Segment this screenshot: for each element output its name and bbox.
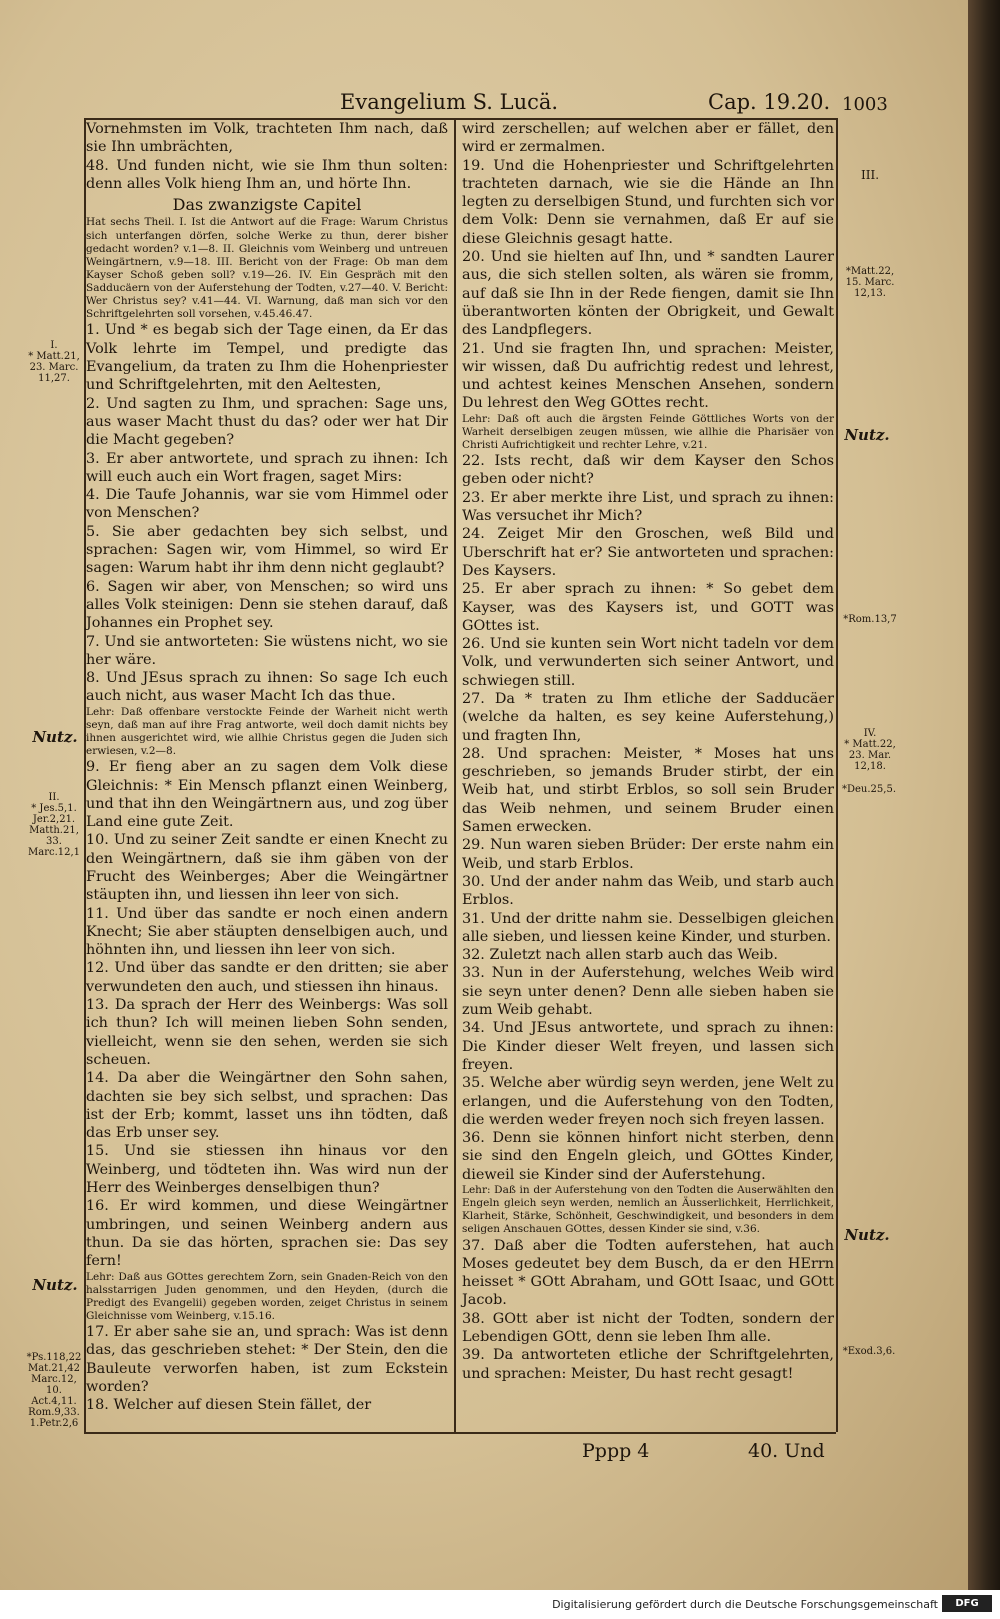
margin-note-matt21: I. * Matt.21, 23. Marc. 11,27.: [28, 340, 80, 384]
margin-note-rom13: *Rom.13,7: [843, 614, 897, 625]
verse-paragraph: 37. Daß aber die Todten auferstehen, hat auch Moses gedeutet bey dem Busch, da er den HErrn heisset * GOtt Abraham, und GOtt Isaac, und GOtt Jacob.: [462, 1237, 834, 1309]
header-chapter: Cap. 19.20.: [708, 90, 831, 114]
verse-paragraph: 35. Welche aber würdig seyn werden, jene Welt zu erlangen, und die Auferstehung von den Todten, die werden weder freyen noch sich freyen lassen.: [462, 1075, 834, 1128]
verse-paragraph: 12. Und über das sandte er den dritten; sie aber verwundeten den auch, und stiessen ihn hinaus.: [86, 960, 448, 995]
lehr-note: Lehr: Daß aus GOttes gerechtem Zorn, sein Gnaden-Reich von den halsstarrigen Juden genommen, und den Heyden, (durch die Predigt des Evangelii) gegeben worden, zeiget Christus in seinem Gleichnisse vom Weinberg, v.15.16.: [86, 1270, 448, 1322]
verse-paragraph: 16. Er wird kommen, und diese Weingärtner umbringen, und seinen Weinberg andern aus thun. Da sie das hörten, sprachen sie: Das sey fern!: [86, 1198, 448, 1270]
verse-paragraph: 25. Er aber sprach zu ihnen: * So gebet dem Kayser, was des Kaysers ist, und GOTT was GOttes ist.: [462, 581, 834, 634]
verse-paragraph: 15. Und sie stiessen ihn hinaus vor den Weinberg, und tödteten ihn. Was wird nun der Herr des Weinberges denselbigen thun?: [86, 1143, 448, 1197]
verse-paragraph: 36. Denn sie können hinfort nicht sterben, denn sie sind den Engeln gleich, und GOttes Kinder, dieweil sie Kinder sind der Auferstehung.: [462, 1130, 834, 1183]
verse-paragraph: 28. Und sprachen: Meister, * Moses hat uns geschrieben, so jemands Bruder stirbt, der ein Weib hat, und stirbt Erblos, so soll sein Bruder das Weib nehmen, und seinem Bruder einen Samen erwecken.: [462, 745, 834, 836]
verse-paragraph: 29. Nun waren sieben Brüder: Der erste nahm ein Weib, und starb Erblos.: [462, 837, 834, 872]
page-number: 1003: [842, 94, 888, 115]
header-title: Evangelium S. Lucä.: [340, 90, 559, 114]
margin-note-deu25: *Deu.25,5.: [842, 784, 896, 795]
verse-paragraph: 26. Und sie kunten sein Wort nicht tadeln vor dem Volk, und verwunderten sich seiner Antwort, und schwiegen still.: [462, 636, 834, 689]
margin-note-jes5: II. * Jes.5,1. Jer.2,21. Matth.21, 33. Marc.12,1: [28, 792, 81, 858]
left-text-column: [86, 120, 448, 1415]
verse-paragraph: 8. Und JEsus sprach zu ihnen: So sage Ich euch auch nicht, aus waser Macht Ich das thue.: [86, 670, 448, 705]
column-divider: [454, 118, 456, 1432]
margin-note-exod3: *Exod.3,6.: [842, 1346, 896, 1357]
margin-note-nutz: Nutz.: [844, 1226, 890, 1244]
margin-note-matt22-23: IV. * Matt.22, 23. Mar. 12,18.: [844, 728, 896, 772]
footer-credit: Digitalisierung gefördert durch die Deutsche Forschungsgemeinschaft: [552, 1598, 938, 1611]
bottom-rule: [84, 1432, 836, 1434]
verse-paragraph: 22. Ists recht, daß wir dem Kayser den Schos geben oder nicht?: [462, 453, 834, 488]
verse-paragraph: 20. Und sie hielten auf Ihn, und * sandten Laurer aus, die sich stellen solten, als wären sie fromm, auf daß sie Ihn in der Rede fiengen, damit sie Ihn überantworten könten der Obrigkeit, und Gewalt des Landpflegers.: [462, 249, 834, 339]
lehr-note: Lehr: Daß in der Auferstehung von den Todten die Auserwählten den Engeln gleich seyn werden, nemlich an Äusserlichkeit, Herrlichkeit, Klarheit, Stärke, Schönheit, Geschwindigkeit, und besonders in dem seligen Anschauen GOttes, dessen Kinder sie sind, v.36.: [462, 1184, 834, 1236]
margin-note-nutz: Nutz.: [844, 426, 890, 444]
verse-paragraph: 2. Und sagten zu Ihm, und sprachen: Sage uns, aus waser Macht thust du das? oder wer hat Dir die Macht gegeben?: [86, 395, 448, 449]
verse-paragraph: 34. Und JEsus antwortete, und sprach zu ihnen: Die Kinder dieser Welt freyen, und lassen sich freyen.: [462, 1020, 834, 1073]
verse-paragraph: 19. Und die Hohenpriester und Schriftgelehrten trachteten darnach, wie sie die Hände an Ihn legten zu derselbigen Stund, und furchten sich vor dem Volk: Denn sie vernahmen, daß Er auf sie diese Gleichnis gesagt hatte.: [462, 157, 834, 247]
right-frame-rule: [836, 118, 838, 1432]
digitization-footer: [0, 1590, 1000, 1619]
verse-paragraph: 23. Er aber merkte ihre List, und sprach zu ihnen: Was versuchet ihr Mich?: [462, 489, 834, 525]
verse-paragraph: 14. Da aber die Weingärtner den Sohn sahen, dachten sie bey sich selbst, und sprachen: Das ist der Erb; kommt, lasset uns ihn tödten, daß das Erb unser sey.: [86, 1070, 448, 1142]
verse-paragraph: 18. Welcher auf diesen Stein fället, der: [86, 1397, 372, 1414]
verse-paragraph: 17. Er aber sahe sie an, und sprach: Was ist denn das, das geschrieben stehet: * Der Stein, den die Bauleute verworfen haben, ist zum Eckstein worden?: [86, 1324, 448, 1395]
verse-paragraph: 11. Und über das sandte er noch einen andern Knecht; Sie aber stäupten denselbigen auch, und höhnten ihn, und liessen ihn leer von sich.: [86, 905, 448, 959]
signature-mark: Pppp 4: [582, 1440, 650, 1462]
verse-paragraph: 5. Sie aber gedachten bey sich selbst, und sprachen: Sagen wir, vom Himmel, so wird Er sagen: Warum habt ihr ihm denn nicht geglaubt?: [86, 523, 448, 577]
verse-paragraph: 31. Und der dritte nahm sie. Desselbigen gleichen alle sieben, und liessen keine Kinder, und sturben.: [462, 910, 834, 945]
verse-paragraph: 3. Er aber antwortete, und sprach zu ihnen: Ich will euch auch ein Wort fragen, saget Mirs:: [86, 450, 448, 485]
right-text-column: [462, 120, 834, 1383]
verse-paragraph: 38. GOtt aber ist nicht der Todten, sondern der Lebendigen GOtt, denn sie leben Ihm alle.: [462, 1310, 834, 1345]
dfg-logo: DFG: [942, 1595, 992, 1612]
verse-paragraph: 33. Nun in der Auferstehung, welches Weib wird sie seyn unter denen? Denn alle sieben haben sie zum Weib gehabt.: [462, 965, 834, 1019]
verse-paragraph: 7. Und sie antworteten: Sie wüstens nicht, wo sie her wäre.: [86, 633, 448, 668]
verse-paragraph: 24. Zeiget Mir den Groschen, weß Bild und Uberschrift hat er? Sie antworteten und sprachen: Des Kaysers.: [462, 526, 834, 579]
verse-paragraph: wird zerschellen; auf welchen aber er fället, den wird er zermalmen.: [462, 121, 834, 156]
verse-paragraph: 30. Und der ander nahm das Weib, und starb auch Erblos.: [462, 873, 834, 909]
running-header: [0, 86, 968, 122]
margin-note-ps118: *Ps.118,22 Mat.21,42 Marc.12, 10. Act.4,11. Rom.9,33. 1.Petr.2,6: [26, 1352, 82, 1429]
verse-paragraph: 9. Er fieng aber an zu sagen dem Volk diese Gleichnis: * Ein Mensch pflanzt einen Weinberg, und that ihn den Weingärtnern aus, und zog über Land eine gute Zeit.: [86, 759, 448, 831]
verse-paragraph: 21. Und sie fragten Ihn, und sprachen: Meister, wir wissen, daß Du aufrichtig redest und lehrest, und achtest keines Menschen Ansehen, sondern Du lehrest den Weg GOttes recht.: [462, 340, 834, 412]
verse-paragraph: 32. Zuletzt nach allen starb auch das Weib.: [462, 947, 778, 964]
lehr-note: Hat sechs Theil. I. Ist die Antwort auf die Frage: Warum Christus sich unterfangen dörfen, solche Werke zu thun, derer bisher gedacht worden? v.1—8. II. Gleichnis vom Weinberg und untreuen Weingärtnern, v.9—18. III. Bericht von der Frage: Ob man dem Kayser Schoß geben soll? v.19—26. IV. Ein Gespräch mit den Sadducäern von der Auferstehung der Todten, v.27—40. V. Bericht: Wer Christus sey? v.41—44. VI. Warnung, daß man sich vor den Schriftgelehrten soll vorsehen, v.45.46.47.: [86, 216, 448, 321]
verse-paragraph: 27. Da * traten zu Ihm etliche der Sadducäer (welche da halten, es sey keine Auferstehung,) und fragten Ihn,: [462, 690, 834, 744]
verse-paragraph: 39. Da antworteten etliche der Schriftgelehrten, und sprachen: Meister, Du hast recht gesagt!: [462, 1347, 834, 1382]
margin-note-section-iii: III.: [860, 168, 880, 182]
verse-paragraph: Vornehmsten im Volk, trachteten Ihm nach, daß sie Ihn umbrächten,: [86, 121, 448, 156]
verse-paragraph: 1. Und * es begab sich der Tage einen, da Er das Volk lehrte im Tempel, und predigte das Evangelium, da traten zu Ihm die Hohenpriester und Schriftgelehrten, mit den Aeltesten,: [86, 322, 448, 394]
verse-paragraph: 13. Da sprach der Herr des Weinbergs: Was soll ich thun? Ich will meinen lieben Sohn senden, vielleicht, wenn sie den sehen, werden sie sich scheuen.: [86, 997, 448, 1068]
verse-paragraph: 48. Und funden nicht, wie sie Ihm thun solten: denn alles Volk hieng Ihm an, und hörte Ihn.: [86, 157, 448, 192]
verse-paragraph: 6. Sagen wir aber, von Menschen; so wird uns alles Volk steinigen: Denn sie stehen darauf, daß Johannes ein Prophet sey.: [86, 578, 448, 632]
margin-note-nutz: Nutz.: [32, 1276, 78, 1294]
chapter-heading: Das zwanzigste Capitel: [172, 195, 362, 215]
verse-paragraph: 4. Die Taufe Johannis, war sie vom Himmel oder von Menschen?: [86, 487, 448, 522]
verse-paragraph: 10. Und zu seiner Zeit sandte er einen Knecht zu den Weingärtnern, daß sie ihm gäben von der Frucht des Weinberges; Aber die Weingärtner stäupten ihn, und liessen ihn leer von sich.: [86, 832, 448, 904]
margin-note-nutz: Nutz.: [32, 728, 78, 746]
book-edge: [968, 0, 1000, 1590]
catchword: 40. Und: [748, 1440, 825, 1462]
lehr-note: Lehr: Daß offenbare verstockte Feinde der Warheit nicht werth seyn, daß man auf ihre Frag antworte, weil doch damit nichts bey ihnen ausgerichtet wird, wie allhie Christus gegen die Juden sich erwiesen, v.2—8.: [86, 705, 448, 758]
lehr-note: Lehr: Daß oft auch die ärgsten Feinde Göttliches Worts von der Warheit derselbigen zeugen müssen, wie allhie die Pharisäer von Christi Aufrichtigkeit und rechter Lehre, v.21.: [462, 412, 834, 451]
margin-note-matt22-15: *Matt.22, 15. Marc. 12,13.: [845, 266, 895, 299]
